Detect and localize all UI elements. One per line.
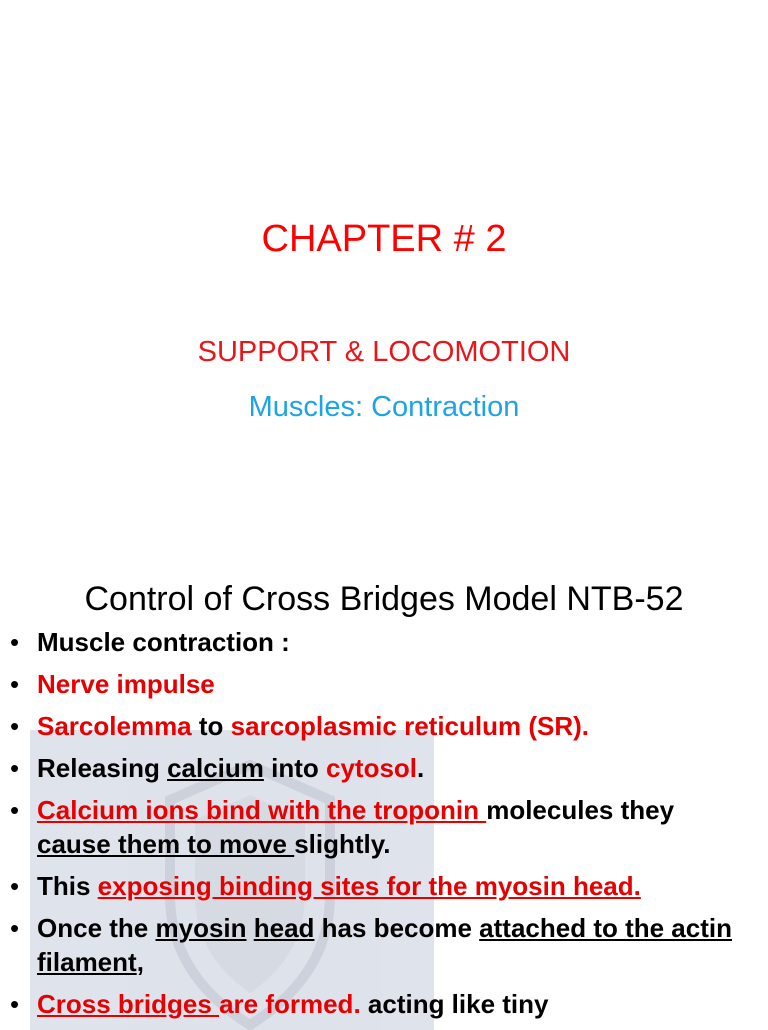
- bullet-dot: •: [10, 913, 20, 943]
- bullet-item: [10, 793, 750, 861]
- slide-title: Control of Cross Bridges Model NTB-52: [84, 580, 684, 618]
- bullet-text-segment: slightly.: [294, 829, 391, 859]
- bullet-text-segment: head: [253, 913, 315, 943]
- bullet-dot: •: [10, 627, 20, 657]
- bullet-item: [10, 987, 750, 1021]
- bullet-text-segment: .: [417, 753, 425, 783]
- bullet-dot: •: [10, 795, 20, 825]
- bullet-text-segment: Sarcolemma: [37, 711, 192, 741]
- bullet-text-segment: [247, 913, 254, 943]
- bullet-text-segment: calcium: [167, 753, 264, 783]
- bullet-text-segment: Muscle contraction :: [37, 627, 290, 657]
- bullet-dot: •: [10, 871, 20, 901]
- content-slide: [0, 560, 768, 1024]
- bullet-text-segment: Once the: [37, 913, 156, 943]
- bullet-text-segment: attached to the actin filament: [37, 913, 732, 977]
- bullet-item: [10, 667, 750, 701]
- bullet-text-segment: has become: [314, 913, 480, 943]
- chapter-subtitle: SUPPORT & LOCOMOTION: [197, 336, 571, 368]
- bullet-text-segment: cause them to move: [37, 829, 295, 859]
- bullet-item: [10, 709, 750, 743]
- bullet-text-segment: ,: [136, 947, 144, 977]
- bullet-text-segment: Nerve impulse: [37, 669, 215, 699]
- topic-title: Muscles: Contraction: [248, 391, 520, 423]
- bullet-text-segment: Calcium ions bind with the troponin: [37, 795, 487, 825]
- bullet-dot: •: [10, 989, 20, 1019]
- chapter-title: CHAPTER # 2: [261, 218, 507, 260]
- bullet-item: [10, 869, 750, 903]
- bullet-item: [10, 625, 750, 659]
- bullet-text-segment: sarcoplasmic reticulum (SR).: [230, 711, 589, 741]
- bullet-text-segment: molecules they: [486, 795, 675, 825]
- bullet-text-segment: are formed.: [219, 989, 361, 1019]
- bullet-text-segment: to: [191, 711, 231, 741]
- bullet-text-segment: cytosol: [325, 753, 418, 783]
- bullet-dot: •: [10, 669, 20, 699]
- bullet-dot: •: [10, 753, 20, 783]
- bullet-text-segment: into: [263, 753, 326, 783]
- bullet-item: [10, 911, 750, 979]
- bullet-text-segment: Cross bridges: [37, 989, 220, 1019]
- bullet-text-segment: This: [37, 871, 98, 901]
- bullet-list: [10, 625, 750, 1029]
- bullet-text-segment: acting like tiny: [360, 989, 549, 1019]
- bullet-text-segment: Releasing: [37, 753, 168, 783]
- bullet-text-segment: exposing binding sites for the myosin head.: [97, 871, 641, 901]
- bullet-dot: •: [10, 711, 20, 741]
- bullet-text-segment: myosin: [155, 913, 247, 943]
- bullet-item: [10, 751, 750, 785]
